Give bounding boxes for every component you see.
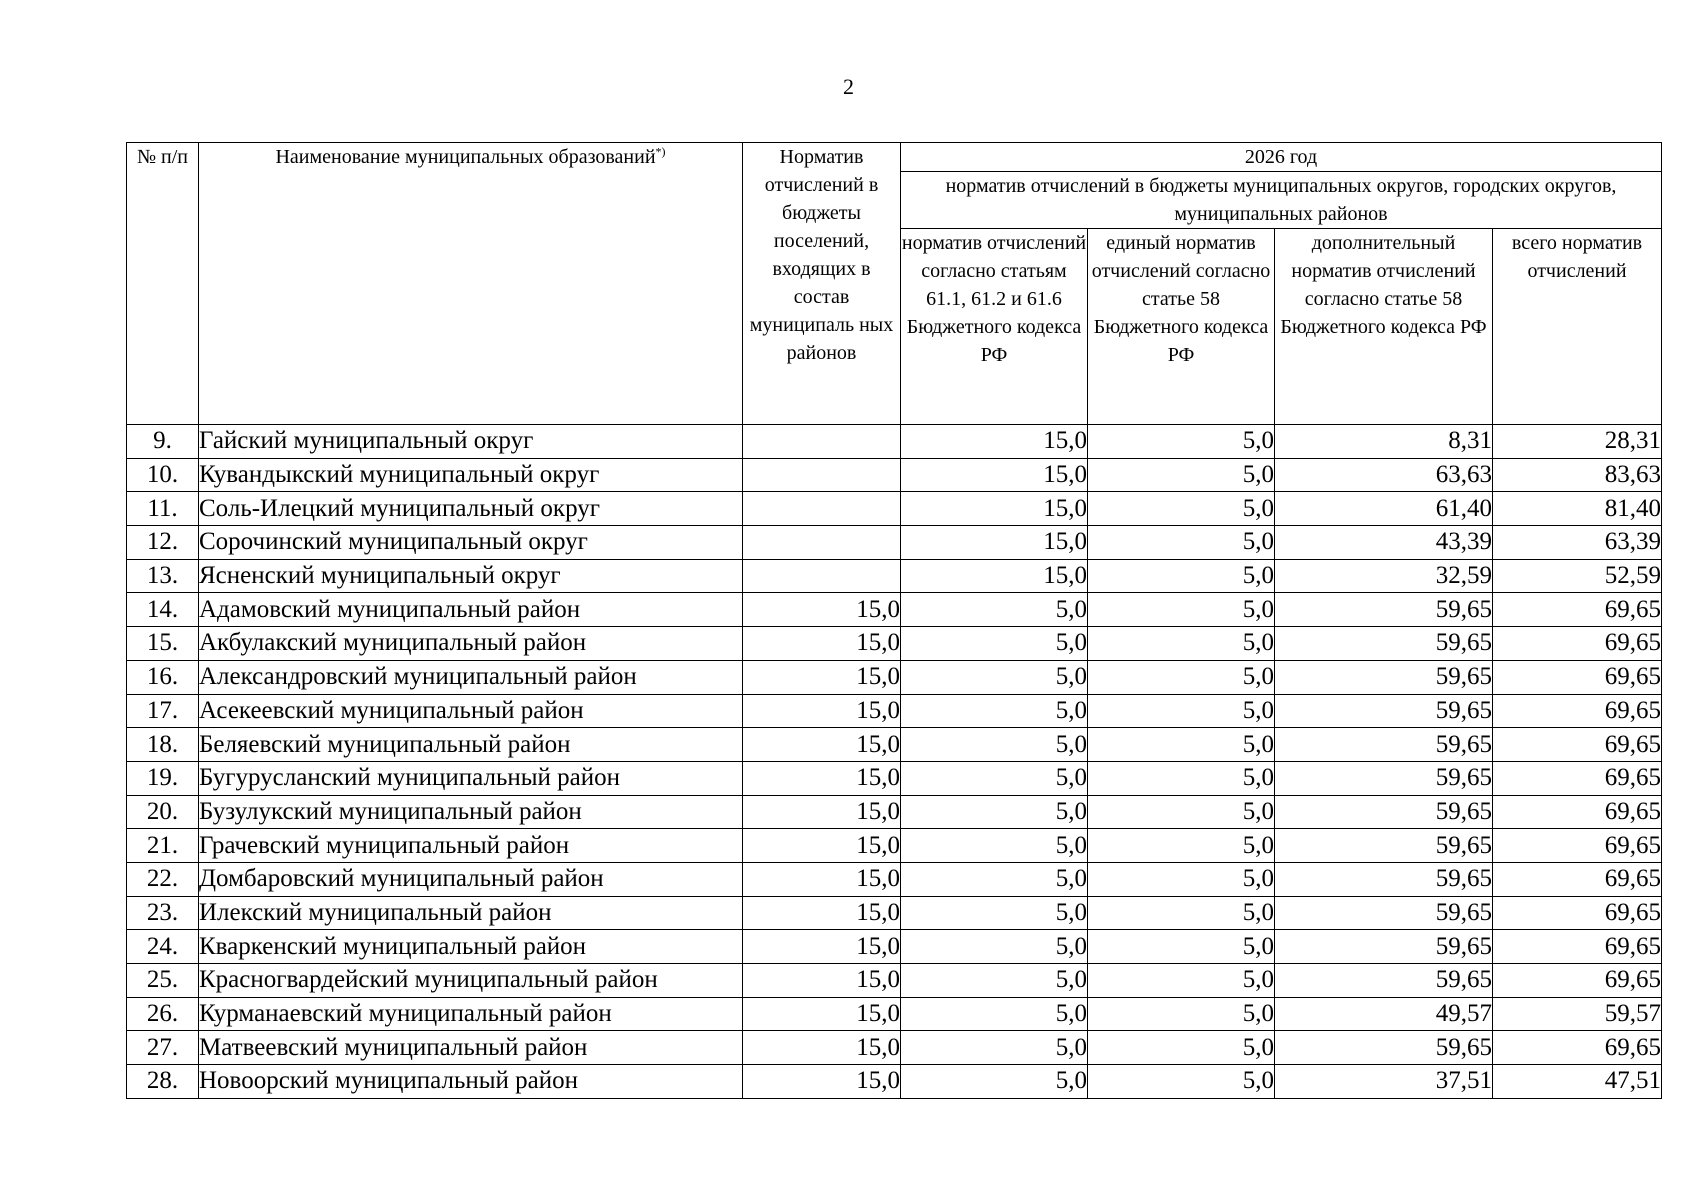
- row-settlements: 15,0: [743, 761, 901, 795]
- row-additional: 63,63: [1275, 458, 1493, 492]
- row-single: 5,0: [1088, 896, 1275, 930]
- row-settlements: 15,0: [743, 728, 901, 762]
- row-num: 26.: [127, 997, 199, 1031]
- row-num: 18.: [127, 728, 199, 762]
- row-additional: 59,65: [1275, 694, 1493, 728]
- row-total: 69,65: [1493, 1031, 1662, 1065]
- table-row: [127, 997, 1662, 1031]
- row-additional: 59,65: [1275, 660, 1493, 694]
- row-single: 5,0: [1088, 526, 1275, 560]
- table-row: [127, 1065, 1662, 1099]
- row-num: 12.: [127, 526, 199, 560]
- row-num: 24.: [127, 930, 199, 964]
- row-settlements: 15,0: [743, 694, 901, 728]
- row-additional: 59,65: [1275, 795, 1493, 829]
- row-settlements: [743, 458, 901, 492]
- row-single: 5,0: [1088, 593, 1275, 627]
- header-art61: норматив отчислений согласно статьям 61.1, 61.2 и 61.6 Бюджетного кодекса РФ: [901, 229, 1088, 425]
- row-single: 5,0: [1088, 728, 1275, 762]
- row-total: 81,40: [1493, 492, 1662, 526]
- row-settlements: 15,0: [743, 997, 901, 1031]
- row-art61: 15,0: [901, 458, 1088, 492]
- row-name: Бугурусланский муниципальный район: [199, 761, 743, 795]
- row-name: Домбаровский муниципальный район: [199, 862, 743, 896]
- row-total: 69,65: [1493, 660, 1662, 694]
- row-name: Матвеевский муниципальный район: [199, 1031, 743, 1065]
- row-settlements: [743, 526, 901, 560]
- header-group: норматив отчислений в бюджеты муниципальных округов, городских округов, муниципальных районов: [901, 172, 1662, 229]
- row-additional: 59,65: [1275, 964, 1493, 998]
- row-settlements: 15,0: [743, 964, 901, 998]
- row-additional: 59,65: [1275, 1031, 1493, 1065]
- row-num: 23.: [127, 896, 199, 930]
- table-row: [127, 862, 1662, 896]
- row-art61: 5,0: [901, 660, 1088, 694]
- table-row: [127, 795, 1662, 829]
- row-name: Соль-Илецкий муниципальный округ: [199, 492, 743, 526]
- row-total: 63,39: [1493, 526, 1662, 560]
- row-single: 5,0: [1088, 761, 1275, 795]
- row-num: 16.: [127, 660, 199, 694]
- row-total: 69,65: [1493, 795, 1662, 829]
- row-single: 5,0: [1088, 1031, 1275, 1065]
- table-row: [127, 526, 1662, 560]
- row-single: 5,0: [1088, 795, 1275, 829]
- row-num: 17.: [127, 694, 199, 728]
- header-single: единый норматив отчислений согласно статье 58 Бюджетного кодекса РФ: [1088, 229, 1275, 425]
- row-additional: 59,65: [1275, 728, 1493, 762]
- row-name: Илекский муниципальный район: [199, 896, 743, 930]
- table-row: [127, 829, 1662, 863]
- row-settlements: [743, 425, 901, 459]
- table-row: [127, 458, 1662, 492]
- table-row: [127, 930, 1662, 964]
- row-name: Кувандыкский муниципальный округ: [199, 458, 743, 492]
- table-row: [127, 660, 1662, 694]
- row-single: 5,0: [1088, 997, 1275, 1031]
- row-total: 69,65: [1493, 694, 1662, 728]
- row-art61: 5,0: [901, 997, 1088, 1031]
- row-settlements: 15,0: [743, 660, 901, 694]
- row-num: 10.: [127, 458, 199, 492]
- row-single: 5,0: [1088, 1065, 1275, 1099]
- row-single: 5,0: [1088, 492, 1275, 526]
- row-art61: 5,0: [901, 930, 1088, 964]
- row-additional: 61,40: [1275, 492, 1493, 526]
- header-num: № п/п: [127, 143, 199, 425]
- row-num: 27.: [127, 1031, 199, 1065]
- table-row: [127, 1031, 1662, 1065]
- header-name-footnote: *): [655, 144, 666, 159]
- row-name: Ясненский муниципальный округ: [199, 559, 743, 593]
- row-additional: 37,51: [1275, 1065, 1493, 1099]
- row-single: 5,0: [1088, 559, 1275, 593]
- row-single: 5,0: [1088, 930, 1275, 964]
- row-total: 69,65: [1493, 761, 1662, 795]
- row-single: 5,0: [1088, 425, 1275, 459]
- table-body: [127, 425, 1662, 1099]
- row-art61: 5,0: [901, 593, 1088, 627]
- row-additional: 49,57: [1275, 997, 1493, 1031]
- row-total: 69,65: [1493, 896, 1662, 930]
- row-total: 52,59: [1493, 559, 1662, 593]
- row-name: Курманаевский муниципальный район: [199, 997, 743, 1031]
- row-num: 15.: [127, 627, 199, 661]
- row-additional: 43,39: [1275, 526, 1493, 560]
- row-single: 5,0: [1088, 964, 1275, 998]
- row-art61: 5,0: [901, 896, 1088, 930]
- row-art61: 15,0: [901, 425, 1088, 459]
- row-name: Беляевский муниципальный район: [199, 728, 743, 762]
- row-name: Гайский муниципальный округ: [199, 425, 743, 459]
- row-art61: 5,0: [901, 627, 1088, 661]
- table-row: [127, 964, 1662, 998]
- row-art61: 15,0: [901, 492, 1088, 526]
- table-row: [127, 492, 1662, 526]
- header-additional: дополнительный норматив отчислений согласно статье 58 Бюджетного кодекса РФ: [1275, 229, 1493, 425]
- row-num: 9.: [127, 425, 199, 459]
- row-additional: 59,65: [1275, 896, 1493, 930]
- row-name: Красногвардейский муниципальный район: [199, 964, 743, 998]
- row-additional: 59,65: [1275, 862, 1493, 896]
- row-additional: 59,65: [1275, 761, 1493, 795]
- row-art61: 5,0: [901, 795, 1088, 829]
- row-art61: 5,0: [901, 862, 1088, 896]
- header-total: всего норматив отчислений: [1493, 229, 1662, 425]
- row-art61: 5,0: [901, 964, 1088, 998]
- normatives-table: [126, 142, 1662, 1099]
- row-additional: 59,65: [1275, 627, 1493, 661]
- row-art61: 5,0: [901, 1031, 1088, 1065]
- row-single: 5,0: [1088, 862, 1275, 896]
- row-settlements: 15,0: [743, 829, 901, 863]
- row-num: 28.: [127, 1065, 199, 1099]
- row-art61: 5,0: [901, 1065, 1088, 1099]
- table-row: [127, 627, 1662, 661]
- row-name: Кваркенский муниципальный район: [199, 930, 743, 964]
- table-row: [127, 593, 1662, 627]
- row-total: 69,65: [1493, 930, 1662, 964]
- row-art61: 5,0: [901, 694, 1088, 728]
- row-single: 5,0: [1088, 694, 1275, 728]
- row-name: Бузулукский муниципальный район: [199, 795, 743, 829]
- row-num: 20.: [127, 795, 199, 829]
- row-name: Грачевский муниципальный район: [199, 829, 743, 863]
- row-num: 11.: [127, 492, 199, 526]
- row-name: Асекеевский муниципальный район: [199, 694, 743, 728]
- row-num: 25.: [127, 964, 199, 998]
- row-total: 69,65: [1493, 593, 1662, 627]
- row-settlements: 15,0: [743, 862, 901, 896]
- row-num: 19.: [127, 761, 199, 795]
- row-total: 69,65: [1493, 964, 1662, 998]
- header-settlements-norm: Норматив отчислений в бюджеты поселений, входящих в состав муниципаль ных районов: [743, 143, 901, 425]
- row-art61: 15,0: [901, 559, 1088, 593]
- row-num: 21.: [127, 829, 199, 863]
- row-additional: 8,31: [1275, 425, 1493, 459]
- row-art61: 5,0: [901, 728, 1088, 762]
- row-settlements: 15,0: [743, 1065, 901, 1099]
- row-art61: 15,0: [901, 526, 1088, 560]
- table-row: [127, 559, 1662, 593]
- row-name: Сорочинский муниципальный округ: [199, 526, 743, 560]
- row-settlements: 15,0: [743, 593, 901, 627]
- row-settlements: 15,0: [743, 896, 901, 930]
- row-art61: 5,0: [901, 829, 1088, 863]
- table-row: [127, 425, 1662, 459]
- row-single: 5,0: [1088, 627, 1275, 661]
- row-total: 69,65: [1493, 829, 1662, 863]
- row-additional: 59,65: [1275, 930, 1493, 964]
- row-total: 69,65: [1493, 627, 1662, 661]
- row-settlements: [743, 492, 901, 526]
- row-settlements: 15,0: [743, 795, 901, 829]
- row-num: 22.: [127, 862, 199, 896]
- row-single: 5,0: [1088, 660, 1275, 694]
- table-row: [127, 694, 1662, 728]
- page-number: 2: [843, 74, 854, 99]
- row-total: 47,51: [1493, 1065, 1662, 1099]
- row-total: 69,65: [1493, 862, 1662, 896]
- row-total: 59,57: [1493, 997, 1662, 1031]
- row-single: 5,0: [1088, 829, 1275, 863]
- row-additional: 59,65: [1275, 593, 1493, 627]
- row-settlements: 15,0: [743, 1031, 901, 1065]
- row-settlements: 15,0: [743, 627, 901, 661]
- table-row: [127, 896, 1662, 930]
- row-name: Акбулакский муниципальный район: [199, 627, 743, 661]
- row-total: 83,63: [1493, 458, 1662, 492]
- row-name: Адамовский муниципальный район: [199, 593, 743, 627]
- header-name-text: Наименование муниципальных образований: [275, 146, 656, 168]
- row-num: 13.: [127, 559, 199, 593]
- table-row: [127, 728, 1662, 762]
- row-settlements: 15,0: [743, 930, 901, 964]
- row-single: 5,0: [1088, 458, 1275, 492]
- row-name: Александровский муниципальный район: [199, 660, 743, 694]
- row-total: 69,65: [1493, 728, 1662, 762]
- row-settlements: [743, 559, 901, 593]
- row-num: 14.: [127, 593, 199, 627]
- row-additional: 59,65: [1275, 829, 1493, 863]
- row-art61: 5,0: [901, 761, 1088, 795]
- header-name: [199, 143, 743, 425]
- row-total: 28,31: [1493, 425, 1662, 459]
- row-additional: 32,59: [1275, 559, 1493, 593]
- table-row: [127, 761, 1662, 795]
- row-name: Новоорский муниципальный район: [199, 1065, 743, 1099]
- header-year: 2026 год: [901, 143, 1662, 172]
